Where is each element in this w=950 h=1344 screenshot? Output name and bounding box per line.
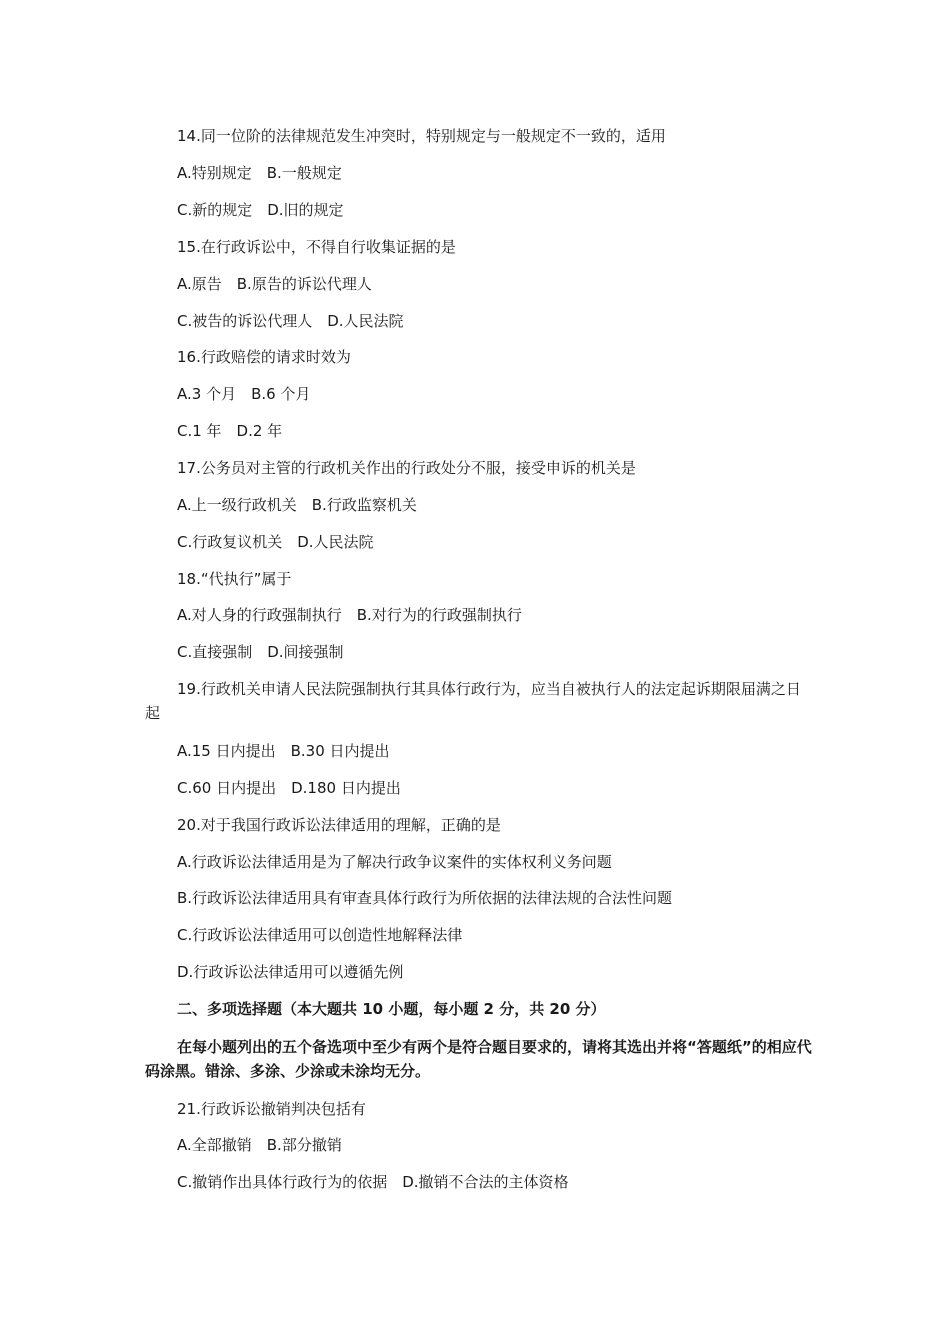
question-16-options-cd: C.1 年 D.2 年 — [177, 422, 283, 440]
question-21-stem: 21.行政诉讼撤销判决包括有 — [177, 1100, 366, 1118]
question-17-stem: 17.公务员对主管的行政机关作出的行政处分不服，接受申诉的机关是 — [177, 459, 636, 477]
question-17-options-ab: A.上一级行政机关 B.行政监察机关 — [177, 496, 417, 514]
section-2-heading: 二、多项选择题（本大题共 10 小题，每小题 2 分，共 20 分） — [177, 1000, 606, 1018]
section-2-instructions: 在每小题列出的五个备选项中至少有两个是符合题目要求的，请将其选出并将“答题纸”的相应代码涂黑。错涂、多涂、少涂或未涂均无分。 — [145, 1038, 812, 1080]
question-18-stem: 18.“代执行”属于 — [177, 570, 292, 588]
question-20-option-b: B.行政诉讼法律适用具有审查具体行政行为所依据的法律法规的合法性问题 — [177, 889, 673, 907]
question-20-option-a: A.行政诉讼法律适用是为了解决行政争议案件的实体权利义务问题 — [177, 853, 612, 871]
question-15-options-cd: C.被告的诉讼代理人 D.人民法院 — [177, 312, 404, 330]
question-20-option-d: D.行政诉讼法律适用可以遵循先例 — [177, 963, 404, 981]
question-16-options-ab: A.3 个月 B.6 个月 — [177, 385, 311, 403]
question-14-stem: 14.同一位阶的法律规范发生冲突时，特别规定与一般规定不一致的，适用 — [177, 127, 666, 145]
question-18-options-cd: C.直接强制 D.间接强制 — [177, 643, 344, 661]
question-16-stem: 16.行政赔偿的请求时效为 — [177, 348, 351, 366]
question-21-options-ab: A.全部撤销 B.部分撤销 — [177, 1136, 342, 1154]
question-20-option-c: C.行政诉讼法律适用可以创造性地解释法律 — [177, 926, 463, 944]
question-15-stem: 15.在行政诉讼中，不得自行收集证据的是 — [177, 238, 456, 256]
question-19-options-ab: A.15 日内提出 B.30 日内提出 — [177, 742, 390, 760]
question-19-options-cd: C.60 日内提出 D.180 日内提出 — [177, 779, 401, 797]
question-21-options-cd: C.撤销作出具体行政行为的依据 D.撤销不合法的主体资格 — [177, 1173, 569, 1191]
question-20-stem: 20.对于我国行政诉讼法律适用的理解，正确的是 — [177, 816, 501, 834]
question-19-stem: 19.行政机关申请人民法院强制执行其具体行政行为，应当自被执行人的法定起诉期限届满之日起 — [145, 680, 801, 722]
question-17-options-cd: C.行政复议机关 D.人民法院 — [177, 533, 374, 551]
question-15-options-ab: A.原告 B.原告的诉讼代理人 — [177, 275, 372, 293]
question-18-options-ab: A.对人身的行政强制执行 B.对行为的行政强制执行 — [177, 606, 522, 624]
question-14-options-ab: A.特别规定 B.一般规定 — [177, 164, 342, 182]
question-14-options-cd: C.新的规定 D.旧的规定 — [177, 201, 344, 219]
